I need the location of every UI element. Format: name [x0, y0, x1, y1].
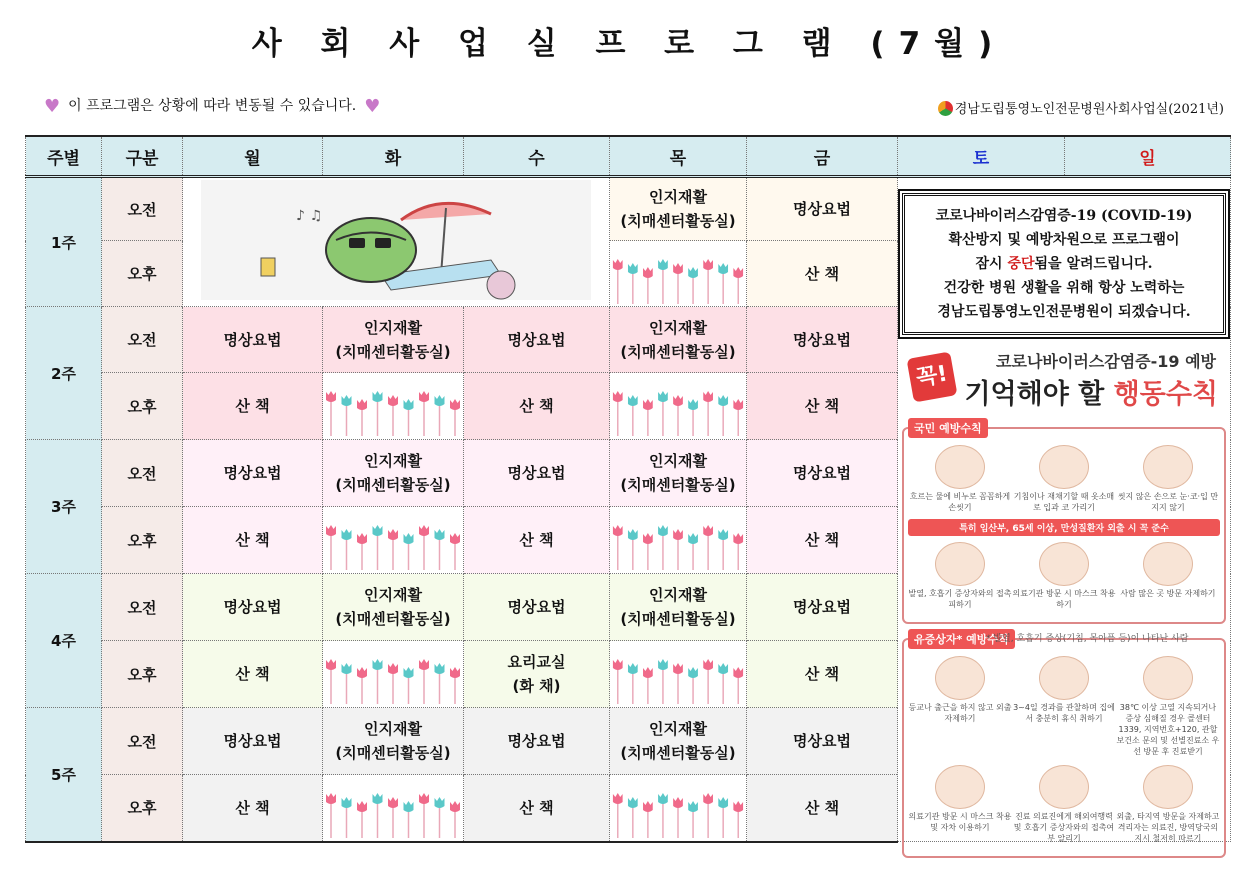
rule-text: 흐르는 물에 비누로 꼼꼼하게 손씻기: [909, 491, 1011, 512]
week-label: 4주: [26, 574, 102, 708]
program-walk: 산 책: [747, 507, 898, 574]
tulip-decoration: [323, 775, 464, 842]
program-line: (치매센터활동실): [620, 212, 736, 230]
program-walk: 산 책: [183, 373, 323, 440]
program-meditation: 명상요법: [747, 440, 898, 507]
rule-text: 씻지 않은 손으로 눈·코·입 만지지 않기: [1117, 491, 1219, 512]
schedule-table: [25, 135, 1231, 843]
rule-item: [908, 540, 1012, 610]
notice-text: [36, 95, 388, 117]
program-walk: 산 책: [183, 775, 323, 842]
rule-item: [1116, 540, 1220, 610]
program-line: (치매센터활동실): [335, 342, 451, 361]
program-line: 인지재활: [364, 720, 422, 738]
notice-segment: 잠시: [975, 255, 1008, 272]
rule-text: 기침이나 재채기할 때 옷소매로 입과 코 가리기: [1013, 491, 1115, 512]
poster-heading-b: 행동수칙: [1113, 378, 1218, 410]
program-cooking: [464, 641, 610, 708]
week-label: 3주: [26, 440, 102, 574]
program-walk: 산 책: [464, 775, 610, 842]
tulip-icon: [323, 776, 463, 840]
rule-text: 38℃ 이상 고열 지속되거나 증상 심해질 경우 콜센터 1339, 지역번호+120, 관할보건소 문의 및 선별진료소 우선 방문 후 진료받기: [1116, 702, 1220, 756]
program-line: 인지재활: [649, 720, 707, 738]
checklist-icon: [1039, 765, 1089, 809]
table-row: [26, 177, 1231, 241]
program-cognitive: [323, 307, 464, 373]
hospital-credit: [938, 98, 1224, 117]
rule-text: 진료 의료진에게 해외여행력 및 호흡기 증상자와의 접촉여부 알리기: [1013, 811, 1115, 843]
heart-icon: ♥: [44, 96, 61, 117]
slot-label: 오후: [102, 775, 183, 842]
cough-icon: [1039, 445, 1089, 489]
header-week: 주별: [26, 136, 102, 177]
tulip-icon: [323, 508, 463, 572]
handwash-icon: [935, 445, 985, 489]
hospital-logo-icon: [938, 101, 953, 116]
suspect-tag: 유증상자* 예방수칙: [908, 629, 1015, 649]
suspect-sub: * 발열, 호흡기 증상(기침, 목아픔 등)이 나타난 사람: [986, 633, 1189, 644]
program-meditation: 명상요법: [464, 708, 610, 775]
notice-line: 확산방지 및 예방차원으로 프로그램이: [948, 231, 1180, 248]
program-line: 인지재활: [364, 318, 422, 337]
program-line: (치매센터활동실): [335, 476, 451, 494]
tulip-decoration: [323, 507, 464, 574]
program-line: (치매센터활동실): [620, 744, 736, 762]
rule-text: 발열, 호흡기 증상자와의 접촉 피하기: [908, 588, 1012, 609]
program-meditation: 명상요법: [747, 177, 898, 241]
citizen-rules-panel: [902, 421, 1226, 624]
program-walk: 산 책: [464, 373, 610, 440]
program-meditation: 명상요법: [464, 307, 610, 373]
notice-line: 경남도립통영노인전문병원이 되겠습니다.: [937, 303, 1191, 320]
house-rest-icon: [1039, 656, 1089, 700]
tulip-icon: [610, 776, 746, 840]
week-label: 1주: [26, 177, 102, 307]
rule-text: 의료기관 방문 시 마스크 착용 및 자차 이용하기: [908, 811, 1012, 832]
program-walk: 산 책: [747, 241, 898, 307]
slot-label: 오후: [102, 507, 183, 574]
covid-notice-box: [902, 193, 1226, 335]
tulip-icon: [323, 374, 463, 438]
slot-label: 오후: [102, 241, 183, 307]
program-walk: 산 책: [183, 641, 323, 708]
program-walk: 산 책: [183, 507, 323, 574]
citizen-rules: [904, 429, 1224, 622]
poster-badge: 꼭!: [907, 351, 958, 402]
notice-line: 코로나바이러스감염증-19 (COVID-19): [935, 207, 1193, 224]
citizen-band: 특히 임산부, 65세 이상, 만성질환자 외출 시 꼭 준수: [908, 519, 1220, 536]
rule-item: [908, 763, 1012, 844]
program-line: 인지재활: [649, 188, 707, 206]
header-fri: 금: [747, 136, 898, 177]
rule-item: [908, 443, 1012, 513]
summer-illustration: [183, 177, 610, 307]
program-line: (화 채): [512, 677, 561, 695]
program-meditation: 명상요법: [183, 307, 323, 373]
program-line: (치매센터활동실): [620, 610, 736, 628]
program-meditation: 명상요법: [747, 307, 898, 373]
slot-label: 오전: [102, 708, 183, 775]
rule-item: [1012, 443, 1116, 513]
program-cognitive: [323, 708, 464, 775]
program-line: (치매센터활동실): [335, 610, 451, 628]
avoid-contact-icon: [935, 542, 985, 586]
no-outing-icon: [935, 656, 985, 700]
program-walk: 산 책: [747, 641, 898, 708]
program-walk: 산 책: [464, 507, 610, 574]
program-line: 인지재활: [649, 452, 707, 470]
tulip-icon: [610, 508, 746, 572]
header-thu: 목: [610, 136, 747, 177]
program-walk: 산 책: [747, 373, 898, 440]
program-meditation: 명상요법: [464, 574, 610, 641]
side-panel: [898, 177, 1231, 842]
car-icon: [935, 765, 985, 809]
tulip-decoration: [610, 241, 747, 307]
header-tue: 화: [323, 136, 464, 177]
program-walk: 산 책: [747, 775, 898, 842]
crowd-icon: [1143, 542, 1193, 586]
program-cognitive: [323, 440, 464, 507]
slot-label: 오전: [102, 574, 183, 641]
notice-line: 건강한 병원 생활을 위해 항상 노력하는: [943, 279, 1185, 296]
rule-item: [1116, 443, 1220, 513]
tulip-icon: [323, 642, 463, 706]
program-meditation: 명상요법: [183, 574, 323, 641]
header-wed: 수: [464, 136, 610, 177]
program-cognitive: [610, 177, 747, 241]
rule-item: [1012, 654, 1116, 757]
rule-item: [1116, 654, 1220, 757]
tulip-decoration: [323, 641, 464, 708]
slot-label: 오후: [102, 641, 183, 708]
notice-segment: 됨을 알려드립니다.: [1034, 255, 1153, 272]
rule-item: [908, 654, 1012, 757]
svg-text:♪ ♫: ♪ ♫: [296, 208, 323, 224]
header-mon: 월: [183, 136, 323, 177]
heart-icon: ♥: [364, 96, 381, 117]
slot-label: 오후: [102, 373, 183, 440]
header-slot: 구분: [102, 136, 183, 177]
slot-label: 오전: [102, 307, 183, 373]
tulip-decoration: [610, 641, 747, 708]
credit-label: 경남도립통영노인전문병원사회사업실(2021년): [954, 102, 1224, 117]
program-line: (치매센터활동실): [620, 476, 736, 494]
program-cognitive: [610, 708, 747, 775]
program-cognitive: [610, 307, 747, 373]
slot-label: 오전: [102, 440, 183, 507]
suspect-rules-panel: [902, 632, 1226, 858]
program-line: 요리교실: [507, 653, 566, 671]
covid-poster: [902, 349, 1226, 843]
program-line: (치매센터활동실): [620, 342, 736, 361]
citizen-tag: 국민 예방수칙: [908, 418, 988, 438]
program-cognitive: [323, 574, 464, 641]
doctor-icon: [1143, 765, 1193, 809]
program-line: 인지재활: [364, 452, 422, 470]
rule-text: 3~4일 경과를 관찰하며 집에서 충분히 휴식 취하기: [1013, 702, 1115, 723]
program-line: 인지재활: [649, 586, 707, 604]
tulip-decoration: [610, 775, 747, 842]
mask-icon: [1039, 542, 1089, 586]
tulip-decoration: [323, 373, 464, 440]
tulip-icon: [610, 642, 746, 706]
hospital-icon: [1143, 656, 1193, 700]
rule-text: 외출, 타지역 방문을 자제하고 격리자는 의료진, 방역당국의 지시 철저히 따르기: [1116, 811, 1220, 843]
program-meditation: 명상요법: [747, 574, 898, 641]
program-line: 인지재활: [649, 318, 707, 337]
week-label: 5주: [26, 708, 102, 842]
tulip-decoration: [610, 373, 747, 440]
program-meditation: 명상요법: [183, 440, 323, 507]
page-title: 사 회 사 업 실 프 로 그 램 (7월): [251, 26, 1007, 62]
rule-text: 의료기관 방문 시 마스크 착용하기: [1012, 588, 1116, 609]
program-meditation: 명상요법: [464, 440, 610, 507]
program-line: (치매센터활동실): [335, 744, 451, 762]
rule-item: [1012, 763, 1116, 844]
poster-heading-sub: 코로나바이러스감염증-19 예방: [996, 351, 1216, 371]
tulip-icon: [610, 374, 746, 438]
tulip-decoration: [610, 507, 747, 574]
rule-item: [1012, 540, 1116, 610]
program-line: 인지재활: [364, 586, 422, 604]
header-row: [26, 136, 1231, 177]
program-meditation: 명상요법: [183, 708, 323, 775]
rule-text: 등교나 출근을 하지 않고 외출 자제하기: [908, 702, 1012, 723]
no-touch-icon: [1143, 445, 1193, 489]
rule-text: 사람 많은 곳 방문 자제하기: [1120, 588, 1216, 598]
program-cognitive: [610, 574, 747, 641]
header-sat: 토: [898, 136, 1065, 177]
suspect-rules: [904, 640, 1224, 856]
rule-item: [1116, 763, 1220, 844]
header-sun: 일: [1065, 136, 1231, 177]
slot-label: 오전: [102, 177, 183, 241]
week-label: 2주: [26, 307, 102, 440]
program-cognitive: [610, 440, 747, 507]
program-meditation: 명상요법: [747, 708, 898, 775]
notice-highlight: 중단: [1007, 255, 1035, 272]
tulip-icon: [610, 242, 746, 306]
poster-heading-a: 기억해야 할: [964, 378, 1114, 410]
notice-line: [911, 252, 1217, 276]
notice-label: 이 프로그램은 상황에 따라 변동될 수 있습니다.: [68, 98, 357, 114]
watermelon-beach-icon: [201, 180, 591, 300]
